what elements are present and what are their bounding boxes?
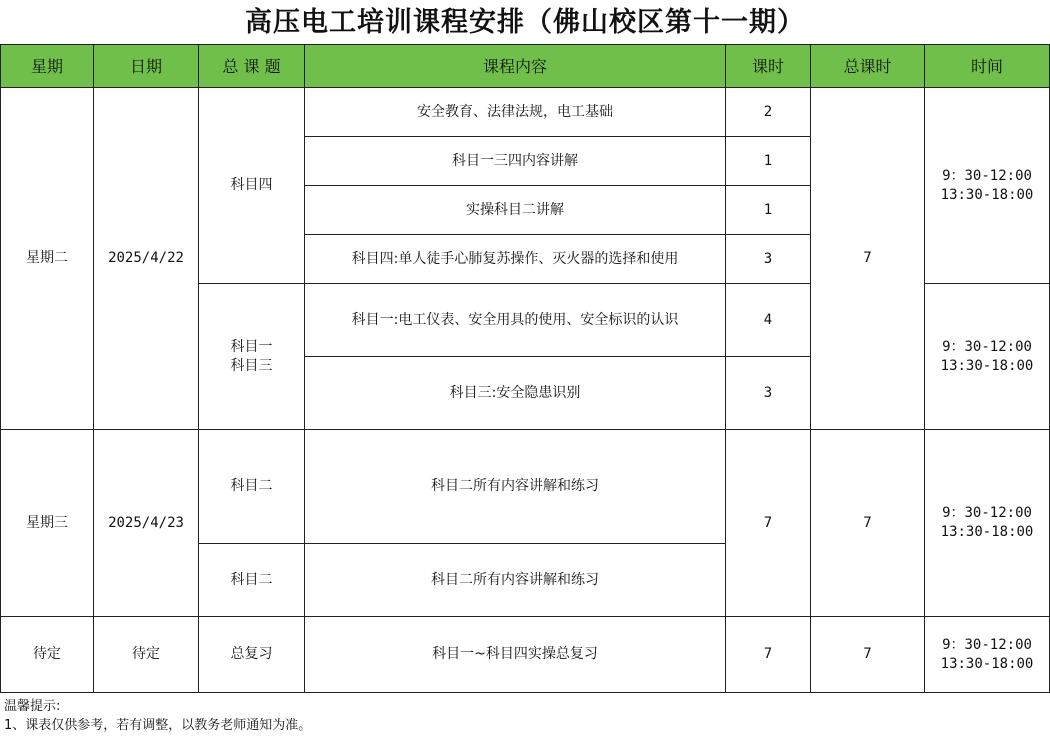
time-cell: 9：30-12:00 13:30-18:00 [925,88,1050,284]
topic-cell: 科目二 [199,544,305,617]
header-weekday: 星期 [1,45,94,88]
header-content: 课程内容 [305,45,726,88]
table-row [1,617,1050,693]
date-cell: 待定 [94,617,199,693]
schedule-table [0,44,1050,693]
weekday-cell: 星期三 [1,430,94,617]
content-cell: 科目四:单人徒手心肺复苏操作、灭火器的选择和使用 [305,235,726,284]
content-cell: 科目一:电工仪表、安全用具的使用、安全标识的认识 [305,284,726,357]
weekday-cell: 待定 [1,617,94,693]
header-time: 时间 [925,45,1050,88]
time-cell: 9：30-12:00 13:30-18:00 [925,430,1050,617]
topic-cell: 科目一 科目三 [199,284,305,430]
hours-cell: 3 [726,357,811,430]
content-cell: 科目二所有内容讲解和练习 [305,544,726,617]
notes [4,697,311,735]
header-row [1,45,1050,88]
notes-heading: 温馨提示: [4,699,61,714]
hours-cell: 2 [726,88,811,137]
note-item: 1、课表仅供参考，若有调整，以教务老师通知为准。 [4,718,312,733]
header-topic: 总 课 题 [199,45,305,88]
time-cell: 9：30-12:00 13:30-18:00 [925,284,1050,430]
content-cell: 科目一三四内容讲解 [305,137,726,186]
content-cell: 科目三:安全隐患识别 [305,357,726,430]
hours-cell: 1 [726,137,811,186]
table-row [1,430,1050,544]
hours-cell: 1 [726,186,811,235]
total-hours-cell: 7 [811,430,925,617]
time-cell: 9：30-12:00 13:30-18:00 [925,617,1050,693]
topic-cell: 总复习 [199,617,305,693]
hours-cell: 7 [726,617,811,693]
content-cell: 科目一~科目四实操总复习 [305,617,726,693]
total-hours-cell: 7 [811,88,925,430]
topic-cell: 科目四 [199,88,305,284]
date-cell: 2025/4/22 [94,88,199,430]
page-title: 高压电工培训课程安排（佛山校区第十一期） [245,7,805,38]
header-total-hours: 总课时 [811,45,925,88]
hours-cell: 7 [726,430,811,617]
weekday-cell: 星期二 [1,88,94,430]
hours-cell: 4 [726,284,811,357]
total-hours-cell: 7 [811,617,925,693]
content-cell: 科目二所有内容讲解和练习 [305,430,726,544]
header-hours: 课时 [726,45,811,88]
content-cell: 实操科目二讲解 [305,186,726,235]
hours-cell: 3 [726,235,811,284]
table-row [1,88,1050,137]
topic-cell: 科目二 [199,430,305,544]
content-cell: 安全教育、法律法规，电工基础 [305,88,726,137]
header-date: 日期 [94,45,199,88]
date-cell: 2025/4/23 [94,430,199,617]
